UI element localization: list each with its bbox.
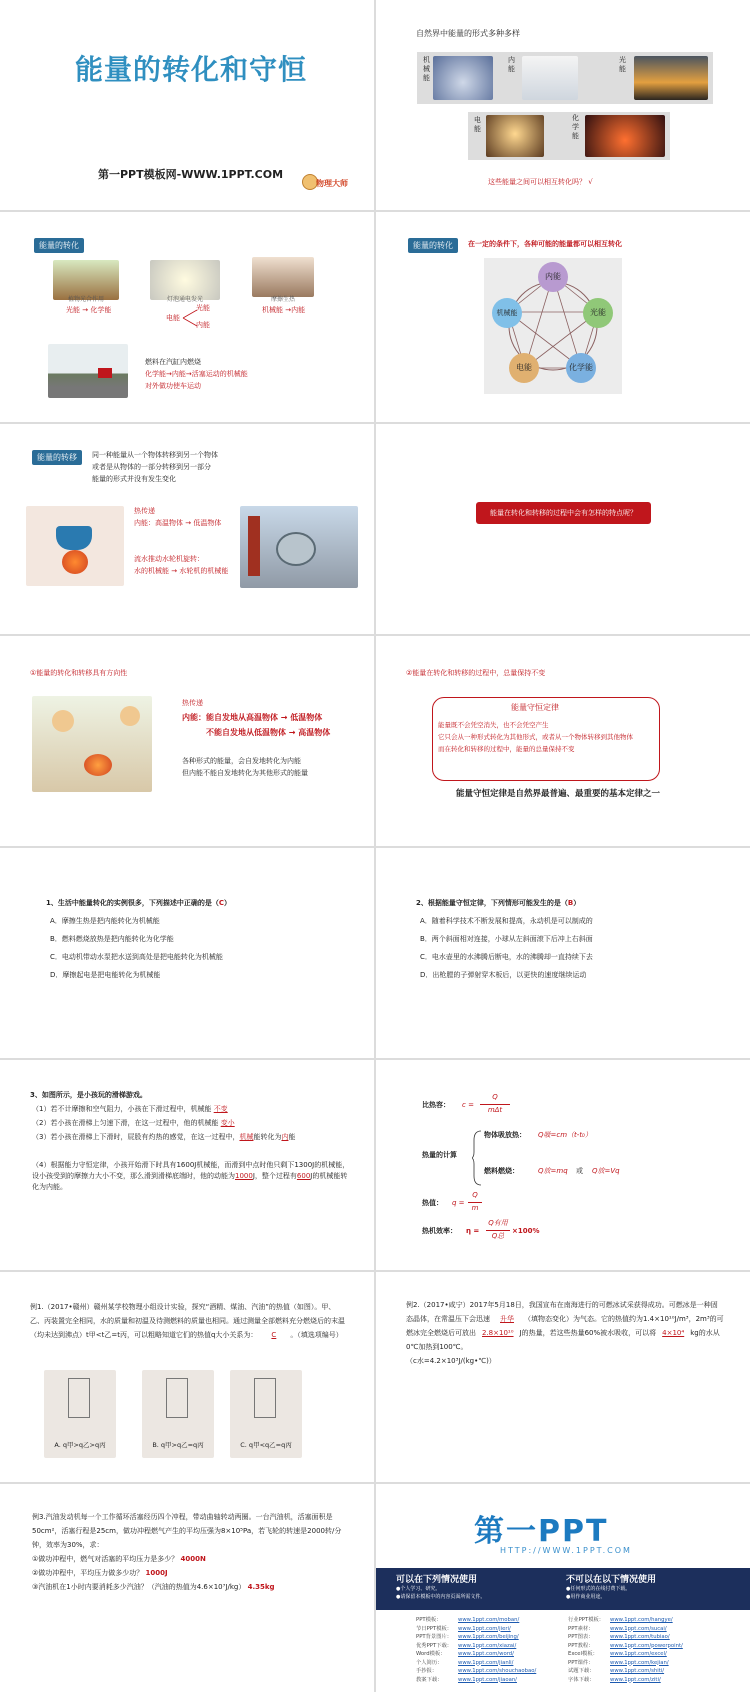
node-electric: 电能 [509, 353, 539, 383]
slide-13-example-1[interactable] [0, 1272, 374, 1482]
sub-question-3: ③汽油机在1小时内要消耗多少汽油？（汽油的热值为4.6×10⁷J/kg） 4.35kg [32, 1583, 275, 1591]
example-text: 例3.汽油发动机每一个工作循环活塞经历四个冲程，带动曲轴转动两圈。一台汽油机，活塞面积是50cm²，活塞行程是25cm，做功冲程燃气产生的平均压强为8×10⁵Pa，若飞轮的转速是2000转/分钟，效率为30%，求： [32, 1513, 342, 1549]
link-row-right-6 [568, 1667, 738, 1676]
link-label: 节日PPT模板： [416, 1625, 453, 1632]
heading: ②能量在转化和转移的过程中，总量保持不变 [406, 669, 546, 677]
question-stem: 1、生活中能量转化的实例很多，下列描述中正确的是（C） [46, 899, 232, 907]
option-b: B．两个斜面相对连接，小球从左斜面滚下后冲上右斜面 [420, 935, 593, 943]
line-3: 能量的形式并没有发生变化 [92, 475, 176, 483]
sunset-image [634, 56, 708, 100]
cannot-heading: 不可以在以下情况使用 [566, 1575, 657, 1585]
footer-statement: 能量守恒定律是自然界最普遍、最重要的基本定律之一 [456, 789, 661, 799]
law-line-1: 能量既不会凭空消失，也不会凭空产生 [438, 721, 549, 729]
coal-fire-image [585, 115, 665, 157]
link-url[interactable]: www.1ppt.com/powerpoint/ [610, 1642, 683, 1649]
friction-conversion: 机械能 →内能 [262, 306, 306, 314]
heat-transfer-label: 热传递 [134, 507, 155, 515]
law-line-2: 它只会从一种形式转化为其他形式，或者从一个物体转移到其他物体 [438, 733, 633, 741]
link-label: PPT图表： [568, 1634, 594, 1640]
heat-transfer-label: 热传递 [182, 699, 203, 707]
question-title: 3、如图所示，是小孩玩的滑梯游戏。 [30, 1091, 147, 1099]
link-label: 试题下载： [568, 1668, 595, 1674]
can-item-1: ●个人学习、研究。 [396, 1586, 441, 1592]
part-2: （2）若小孩在滑梯上匀速下滑，在这一过程中，他的机械能 变小 [32, 1119, 235, 1127]
heat-value-den: m [471, 1204, 479, 1212]
link-row-right-0 [568, 1616, 738, 1625]
specific-heat-den: mΔt [487, 1106, 503, 1114]
link-label: 个人简历： [416, 1659, 443, 1666]
heading: ①能量的转化和转移具有方向性 [30, 669, 128, 677]
slide-11-question-3[interactable] [0, 1060, 374, 1270]
tag: 能量的转移 [32, 450, 82, 465]
water-wheel-transfer: 水的机械能 → 水轮机的机械能 [134, 567, 229, 575]
apparatus-b: B. q甲>q乙=q丙 [142, 1370, 214, 1458]
slide-4-conversion-cycle[interactable] [376, 212, 750, 422]
sub-question-1: ①做功冲程中，燃气对活塞的平均压力是多少？ 4000N [32, 1555, 206, 1563]
campfire-image [26, 506, 124, 586]
option-d: D．出枪膛的子弹射穿木板后，以更快的速度继续运动 [420, 971, 587, 979]
link-url[interactable]: www.1ppt.com/kejian/ [610, 1659, 669, 1666]
internal-output: 内能 [196, 321, 210, 329]
link-label: PPT教程： [568, 1642, 594, 1649]
link-row-left-3 [416, 1642, 566, 1651]
link-url[interactable]: www.1ppt.com/jieri/ [458, 1625, 511, 1632]
can-heading: 可以在下列情况使用 [396, 1575, 478, 1585]
slide-8-conservation[interactable] [376, 636, 750, 846]
option-a: A．摩擦生热是把内能转化为机械能 [50, 917, 160, 925]
brace [472, 1130, 482, 1186]
link-label: PPT背景图片： [416, 1634, 453, 1640]
brand-logo: 第一PPT [474, 1514, 609, 1549]
slide-2-energy-forms[interactable] [376, 0, 750, 210]
slide-15-example-3[interactable] [0, 1484, 374, 1692]
option-c: C．电水壶里的水沸腾后断电，水的沸腾却一直持续下去 [420, 953, 593, 961]
light-label: 光能 [619, 56, 626, 73]
children-fire-image [32, 696, 152, 792]
link-label: Excel模板： [568, 1651, 598, 1657]
direction-natural: 内能：能自发地从高温物体 → 低温物体 [182, 713, 323, 722]
internal-label: 内能 [508, 56, 515, 73]
link-row-left-4 [416, 1650, 566, 1659]
electric-label: 电能 [166, 314, 180, 322]
link-url[interactable]: www.1ppt.com/word/ [458, 1651, 514, 1657]
link-url[interactable]: www.1ppt.com/shiti/ [610, 1668, 665, 1674]
rollercoaster-image [433, 56, 493, 100]
light-output: 光能 [196, 304, 210, 312]
link-row-right-4 [568, 1650, 738, 1659]
part-3: （3）若小孩在滑梯上下滑时，屁股有灼热的感觉，在这一过程中，机械能转化为内能 [32, 1133, 296, 1141]
efficiency-lhs: η = [466, 1227, 480, 1235]
node-chemical: 化学能 [566, 353, 596, 383]
slide-1-title[interactable] [0, 0, 374, 210]
mechanical-label: 机械能 [423, 56, 430, 82]
water-glass-image [522, 56, 578, 100]
slide-9-question-1[interactable] [0, 848, 374, 1058]
efficiency-percent: ×100% [512, 1227, 540, 1235]
slide-14-example-2[interactable] [376, 1272, 750, 1482]
wuli-logo: 物理大师 [302, 172, 354, 198]
link-url[interactable]: www.1ppt.com/ziti/ [610, 1676, 661, 1683]
heat-calc-label: 热量的计算 [422, 1151, 457, 1159]
link-row-left-1 [416, 1625, 566, 1634]
link-row-left-0 [416, 1616, 566, 1625]
heat-value-num: Q [472, 1191, 478, 1199]
link-label: 字体下载： [568, 1676, 595, 1683]
bulb-image [486, 115, 544, 157]
question: 这些能量之间可以相互转化吗？ √ [488, 178, 593, 186]
engine-line-1: 燃料在汽缸内燃烧 [145, 358, 201, 366]
link-label: 手抄报： [416, 1668, 438, 1674]
node-mechanical: 机械能 [492, 298, 522, 328]
slide-10-question-2[interactable] [376, 848, 750, 1058]
plant-caption: 植物光合作用 [67, 296, 104, 303]
absorb-label: 物体吸放热： [484, 1131, 526, 1139]
conversion-note-2: 但内能不能自发地转化为其他形式的能量 [182, 769, 308, 777]
specific-heat-num: Q [492, 1093, 498, 1101]
site-name: 第一PPT模板网-WWW.1PPT.COM [98, 168, 284, 181]
example-text: 例2.（2017•咸宁）2017年5月18日，我国宣布在南海进行的可燃冰试采获得成功。可燃冰是一种固态晶体，在常温压下会迅速 升华 （填物态变化）为气态。它的热值约为1.4×10¹⁰J/m³，2m³的可燃冰完全燃烧后可放出 2.8×10¹⁰ J的热量，若这些热量60%被水吸收，可以将 4×10⁴ kg的水从0℃加热到100℃。 （c水=4.2×10³J/(kg•℃)） [406, 1301, 724, 1365]
example-text: 例1.（2017•赣州）赣州某学校物理小组设计实验，探究“酒精、煤油、汽油”的热值（如图）。甲、乙、丙装置完全相同，水的质量和初温及待测燃料的质量也相同。通过测量全部燃料充分燃烧后的末温（均未达到沸点）t甲<t乙=t丙，可以粗略知道它们的热值q大小关系为： C 。（填选项编号） [30, 1303, 345, 1339]
line-1: 同一种能量从一个物体转移到另一个物体 [92, 451, 218, 459]
option-d: D．摩擦起电是把电能转化为机械能 [50, 971, 161, 979]
car-image [48, 344, 128, 398]
lamp-caption: 灯泡通电发光 [166, 296, 203, 303]
electric-label: 电能 [474, 116, 481, 133]
link-url[interactable]: www.1ppt.com/excel/ [610, 1651, 667, 1657]
efficiency-den: Q总 [491, 1232, 505, 1240]
page-title: 能量的转化和守恒 [75, 53, 308, 86]
plant-conversion: 光能 → 化学能 [66, 306, 112, 314]
law-title: 能量守恒定律 [511, 703, 559, 712]
tag: 能量的转化 [34, 238, 84, 253]
node-light: 光能 [583, 298, 613, 328]
slide-5-transfer[interactable] [0, 424, 374, 634]
waterwheel-image [240, 506, 358, 588]
link-label: 教案下载： [416, 1676, 443, 1683]
specific-heat-lhs: c = [462, 1101, 474, 1109]
heat-transfer-direction: 内能：高温物体 → 低温物体 [134, 519, 222, 527]
water-wheel-label: 流水推动水轮机旋转： [134, 555, 204, 563]
option-b: B．燃料燃烧放热是把内能转化为化学能 [50, 935, 174, 943]
specific-heat-label: 比热容： [422, 1101, 450, 1109]
link-url[interactable]: www.1ppt.com/beijing/ [458, 1634, 519, 1640]
heat-value-lhs: q = [452, 1199, 465, 1207]
chemical-label: 化学能 [572, 114, 579, 140]
apparatus-c: C. q甲<q乙=q丙 [230, 1370, 302, 1458]
links-right [568, 1616, 738, 1684]
brand-url[interactable]: HTTP://WWW.1PPT.COM [500, 1546, 632, 1555]
link-row-right-7 [568, 1676, 738, 1685]
link-label: Word模板： [416, 1651, 446, 1657]
fuel-formula-v: Q放=Vq [592, 1167, 620, 1175]
direction-impossible: 不能自发地从低温物体 → 高温物体 [206, 728, 331, 737]
link-url[interactable]: www.1ppt.com/shouchaobao/ [458, 1668, 537, 1674]
part-1: （1）若不计摩擦和空气阻力，小孩在下滑过程中，机械能 不变 [32, 1105, 228, 1113]
question-stem: 2、根据能量守恒定律，下列情形可能发生的是（B） [416, 899, 581, 907]
slide-3-conversion[interactable] [0, 212, 374, 422]
link-url[interactable]: www.1ppt.com/tubiao/ [610, 1634, 670, 1640]
cannot-item-1: ●任何形式的在线付费下载。 [566, 1586, 631, 1592]
slide-12-formulas[interactable] [376, 1060, 750, 1270]
link-url[interactable]: www.1ppt.com/moban/ [458, 1617, 520, 1623]
link-row-right-1 [568, 1625, 738, 1634]
statement: 在一定的条件下，各种可能的能量都可以相互转化 [468, 240, 622, 248]
link-row-right-2 [568, 1633, 738, 1642]
friction-image [252, 257, 314, 297]
link-url[interactable]: www.1ppt.com/jianli/ [458, 1659, 514, 1666]
link-url[interactable]: www.1ppt.com/sucai/ [610, 1625, 667, 1632]
link-label: PPT模板： [416, 1617, 442, 1623]
link-row-left-2 [416, 1633, 566, 1642]
engine-line-3: 对外做功使车运动 [145, 382, 201, 390]
line-2: 或者是从物体的一部分转移到另一部分 [92, 463, 211, 471]
question-banner: 能量在转化和转移的过程中会有怎样的特点呢？ [476, 502, 651, 524]
link-label: PPT素材： [568, 1625, 594, 1632]
slide-7-direction[interactable] [0, 636, 374, 846]
link-row-right-5 [568, 1659, 738, 1668]
efficiency-label: 热机效率： [422, 1227, 457, 1235]
link-row-right-3 [568, 1642, 738, 1651]
link-url[interactable]: www.1ppt.com/jiaoan/ [458, 1676, 517, 1683]
slide-6-question[interactable] [376, 424, 750, 634]
fuel-formula: Q放=mq [538, 1167, 568, 1175]
link-url[interactable]: www.1ppt.com/xiazai/ [458, 1642, 517, 1649]
link-row-left-6 [416, 1667, 566, 1676]
link-row-left-5 [416, 1659, 566, 1668]
tag: 能量的转化 [408, 238, 458, 253]
absorb-formula: Q吸=cm（t-t₀） [538, 1131, 592, 1139]
cannot-item-2: ●用作商业用途。 [566, 1594, 606, 1600]
link-url[interactable]: www.1ppt.com/hangye/ [610, 1617, 673, 1623]
friction-caption: 摩擦生热 [270, 296, 295, 303]
link-label: 行业PPT模板： [568, 1617, 605, 1623]
heading: 自然界中能量的形式多种多样 [416, 29, 520, 38]
part-4: （4）根据能力守恒定律，小孩开始滑下时具有1600J机械能，而滑到中点时他只剩下1300J的机械能，设小孩受到的摩擦力大小不变，那么滑到滑梯底端时，他的动能为1000J，整个过程有600J的机械能转化为内能。 [32, 1161, 350, 1191]
apparatus-a: A. q甲>q乙>q丙 [44, 1370, 116, 1458]
link-label: 优秀PPT下载： [416, 1642, 453, 1649]
node-internal: 内能 [538, 262, 568, 292]
links-left [416, 1616, 566, 1684]
slide-16-copyright[interactable] [376, 1484, 750, 1692]
law-line-3: 而在转化和转移的过程中，能量的总量保持不变 [438, 745, 575, 753]
or-label: 或 [576, 1167, 583, 1175]
can-item-2: ●请保留本模板中的内容页面所需文件。 [396, 1594, 486, 1600]
efficiency-num: Q有用 [488, 1219, 508, 1227]
sub-question-2: ②做功冲程中，平均压力做多少功？ 1000J [32, 1569, 168, 1577]
fuel-label: 燃料燃烧： [484, 1167, 519, 1175]
option-c: C．电动机带动水泵把水送到高处是把电能转化为机械能 [50, 953, 223, 961]
engine-line-2: 化学能→内能→活塞运动的机械能 [145, 370, 248, 378]
link-row-left-7 [416, 1676, 566, 1685]
heat-value-label: 热值： [422, 1199, 443, 1207]
conversion-note-1: 各种形式的能量，会自发地转化为内能 [182, 757, 301, 765]
option-a: A．随着科学技术不断发展和提高，永动机是可以制成的 [420, 917, 593, 925]
link-label: PPT课件： [568, 1659, 594, 1666]
